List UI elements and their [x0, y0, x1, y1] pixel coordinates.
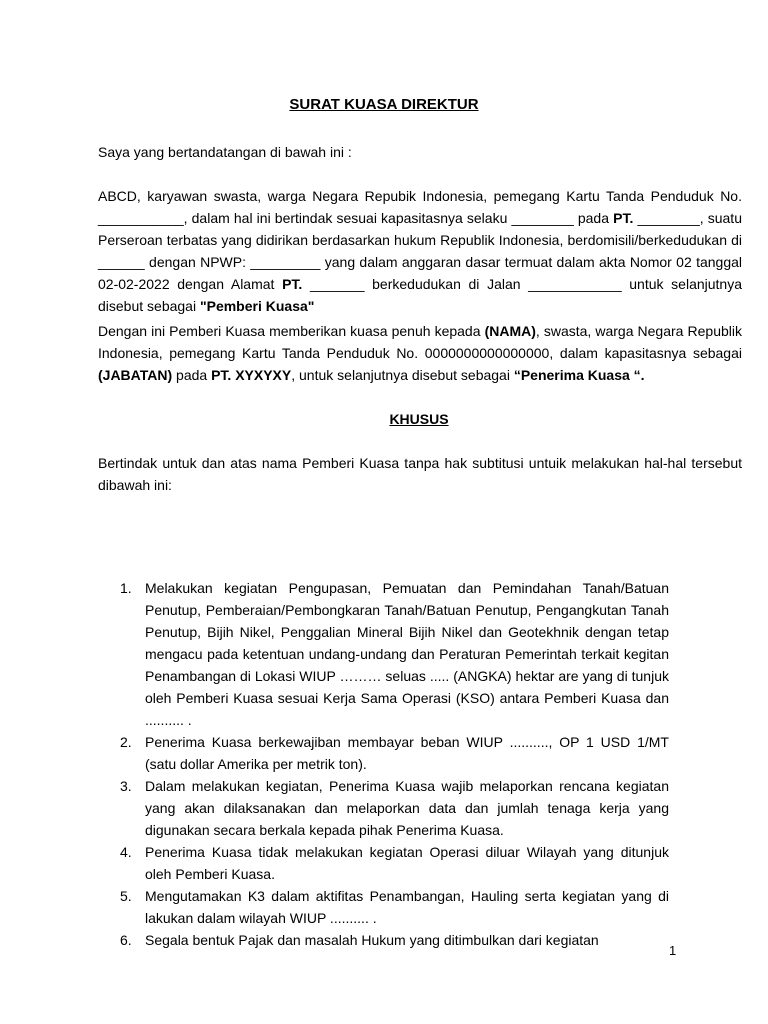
- grantor-text-b: ________, suatu Perseroan terbatas yang didirikan berdasarkan hukum Republik Indonesia, berdomisili/berkedudukan di ______ dengan NPWP: _________ yang dalam anggaran dasar termuat dalam akta Nomor 02 tanggal 02-02-2022 dengan Alamat: [98, 210, 742, 292]
- list-item: [120, 841, 669, 885]
- grantee-name: (NAMA): [484, 323, 536, 339]
- intro-paragraph: Saya yang bertandatangan di bawah ini :: [98, 144, 352, 160]
- list-item-number: 2.: [120, 734, 132, 750]
- grantor-paragraph: [98, 185, 742, 317]
- list-item-number: 5.: [120, 888, 132, 904]
- list-item-text: Melakukan kegiatan Pengupasan, Pemuatan dan Pemindahan Tanah/Batuan Penutup, Pemberaian/Pembongkaran Tanah/Batuan Penutup, Pengangkutan Tanah Penutup, Bijih Nikel, Penggalian Mineral Bijih Nikel dan Geotekhnik dengan tetap mengacu pada ketentuan undang-undang dan Peraturan Pemerintah terkait kegitan Penambangan di Lokasi WIUP ……… seluas ..... (ANGKA) hektar are yang di tunjuk oleh Pemberi Kuasa sesuai Kerja Sama Operasi (KSO) antara Pemberi Kuasa dan .......... .: [145, 580, 669, 728]
- grantee-company: PT. XYXYXY: [211, 367, 292, 383]
- section-subtitle-text: KHUSUS: [389, 411, 449, 427]
- grantor-pt-a: PT.: [613, 210, 638, 226]
- list-item: [120, 775, 669, 841]
- list-item-number: 3.: [120, 778, 132, 794]
- grantee-text-b: , swasta, warga Negara Republik Indonesia, pemegang Kartu Tanda Penduduk No. 0000000000000000, dalam kapasitasnya sebagai: [98, 323, 742, 361]
- list-item-text: Mengutamakan K3 dalam aktifitas Penambangan, Hauling serta kegiatan yang di lakukan dalam wilayah WIUP .......... .: [145, 888, 669, 926]
- act-intro-paragraph: Bertindak untuk dan atas nama Pemberi Kuasa tanpa hak subtitusi untuik melakukan hal-hal tersebut dibawah ini:: [98, 455, 742, 493]
- grantee-position: (JABATAN): [98, 367, 173, 383]
- grantee-text-c: pada: [172, 367, 212, 383]
- list-item: [120, 577, 669, 731]
- list-item-text: Penerima Kuasa tidak melakukan kegiatan Operasi diluar Wilayah yang ditunjuk oleh Pemberi Kuasa.: [145, 844, 669, 882]
- grantor-text-a: ABCD, karyawan swasta, warga Negara Repubik Indonesia, pemegang Kartu Tanda Penduduk No. ___________, dalam hal ini bertindak sesuai kapasitasnya selaku ________ pada: [98, 188, 742, 226]
- list-item-number: 6.: [120, 932, 132, 948]
- grantee-text-d: , untuk selanjutnya disebut sebagai: [291, 367, 514, 383]
- grantor-role: "Pemberi Kuasa": [199, 298, 315, 314]
- list-item-text: Dalam melakukan kegiatan, Penerima Kuasa wajib melaporkan rencana kegiatan yang akan dilaksanakan dan melaporkan data dan jumlah tenaga kerja yang digunakan secara berkala kepada pihak Penerima Kuasa.: [145, 778, 669, 838]
- grantee-paragraph: [98, 320, 742, 386]
- list-item: [120, 731, 669, 775]
- list-item: [120, 929, 669, 951]
- list-item-number: 1.: [120, 580, 132, 596]
- grantor-text-c: _______ berkedudukan di Jalan ____________ untuk selanjutnya disebut sebagai: [98, 276, 742, 314]
- grantor-pt-b: PT.: [282, 276, 303, 292]
- grantee-role: “Penerima Kuasa “.: [513, 367, 645, 383]
- section-subtitle: [0, 411, 768, 427]
- list-item-text: Segala bentuk Pajak dan masalah Hukum yang ditimbulkan dari kegiatan: [145, 932, 599, 948]
- list-item-number: 4.: [120, 844, 132, 860]
- authority-list: [120, 577, 669, 951]
- list-item: [120, 885, 669, 929]
- grantee-text-a: Dengan ini Pemberi Kuasa memberikan kuasa penuh kepada: [98, 323, 485, 339]
- document-title: [0, 96, 768, 113]
- page-number: 1: [669, 943, 677, 958]
- list-item-text: Penerima Kuasa berkewajiban membayar beban WIUP .........., OP 1 USD 1/MT (satu dollar Amerika per metrik ton).: [145, 734, 669, 772]
- document-title-text: SURAT KUASA DIREKTUR: [289, 96, 479, 113]
